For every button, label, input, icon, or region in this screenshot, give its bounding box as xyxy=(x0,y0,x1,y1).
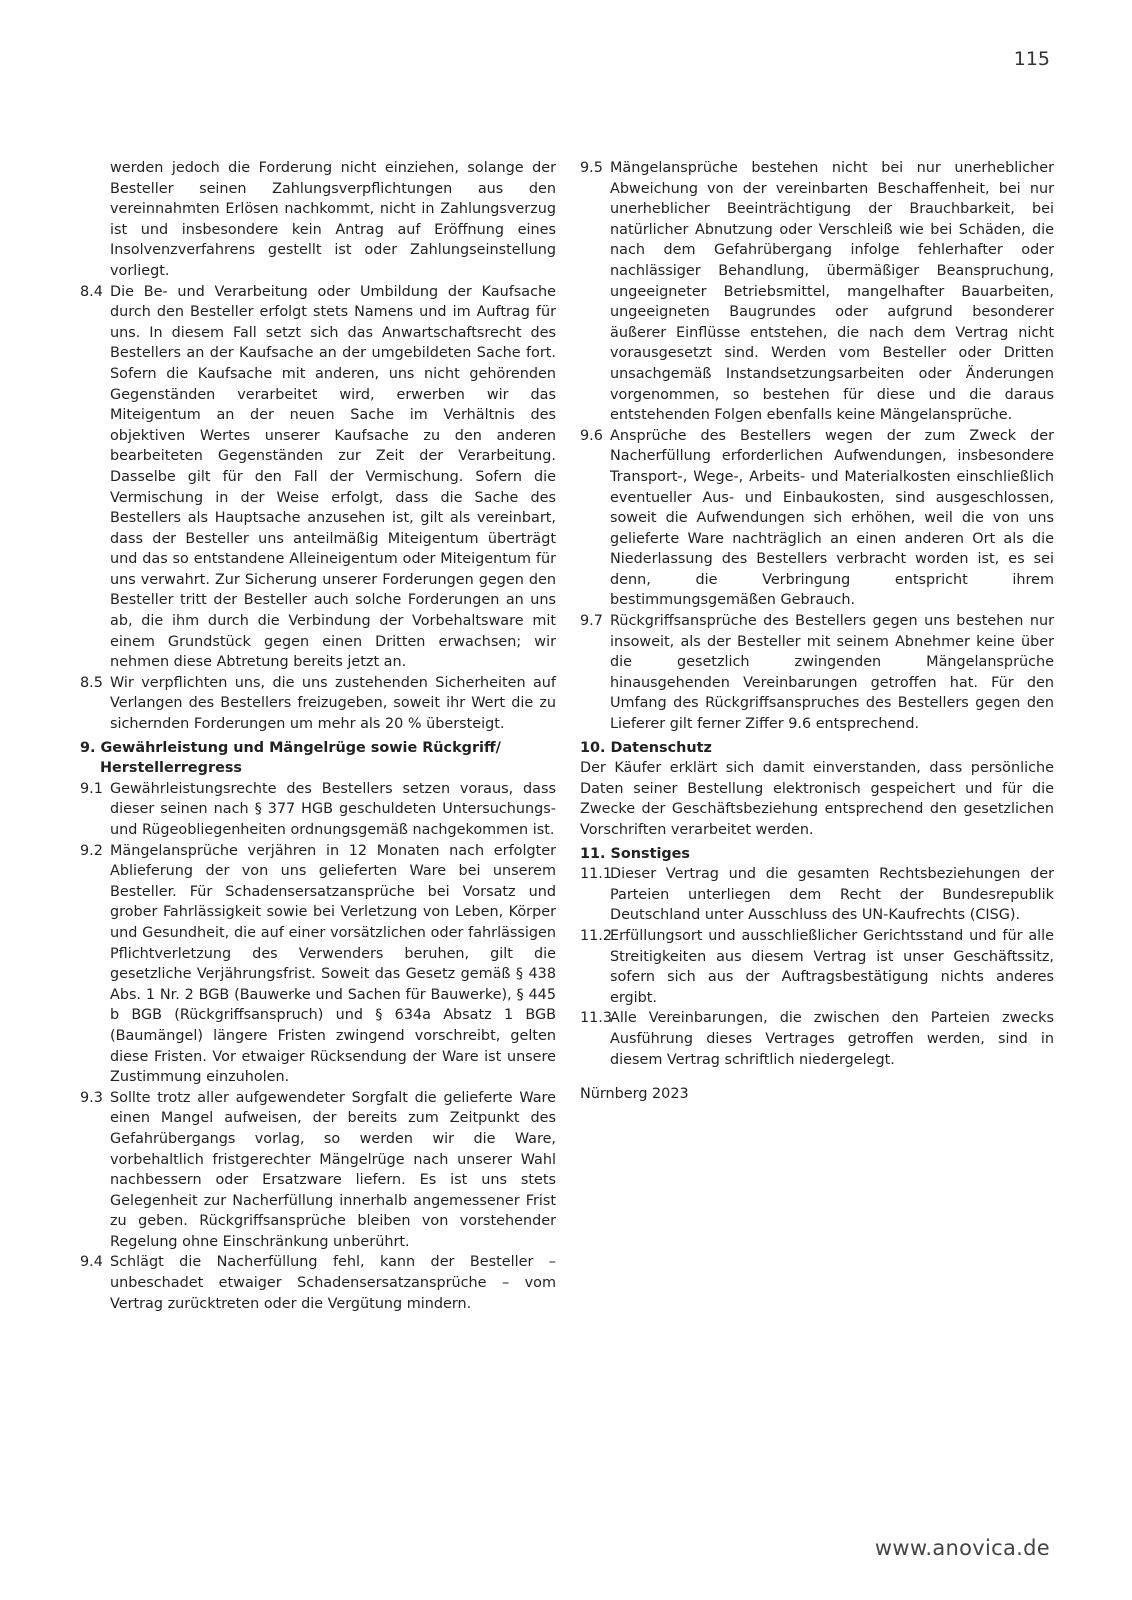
clause-9-6 xyxy=(580,426,1054,611)
clause-8-5 xyxy=(80,673,556,735)
clause-number: 9.7 xyxy=(580,613,603,630)
section-heading-10: 10. Datenschutz xyxy=(580,739,712,756)
footer-website: www.anovica.de xyxy=(874,1536,1050,1560)
clause-number: 8.5 xyxy=(80,674,103,691)
clause-text: Gewährleistungsrechte des Bestellers setzen voraus, dass dieser seinen nach § 377 HGB geschuldeten Untersuchungs- und Rügeobliegenheiten ordnungsgemäß nachgekommen ist. xyxy=(110,780,556,838)
clause-number: 11.3 xyxy=(580,1010,613,1027)
clause-text: Wir verpflichten uns, die uns zustehenden Sicherheiten auf Verlangen des Bestellers freizugeben, soweit ihr Wert die zu sichernden Forderungen um mehr als 20 % übersteigt. xyxy=(110,674,556,733)
clause-number: 9.1 xyxy=(80,780,103,797)
clause-11-1 xyxy=(580,864,1054,926)
clause-number: 8.4 xyxy=(80,283,103,300)
section-10-paragraph: Der Käufer erklärt sich damit einverstanden, dass persönliche Daten seiner Bestellung elektronisch gespeichert und für die Zwecke der Geschäftsbeziehung entsprechend den gesetzlichen Vorschriften verarbeitet werden. xyxy=(580,760,1054,838)
clause-number: 9.5 xyxy=(580,160,603,176)
clause-number: 11.2 xyxy=(580,927,613,944)
clause-text: Rückgriffsansprüche des Bestellers gegen uns bestehen nur insoweit, als der Besteller mit seinem Abnehmer keine über die gesetzlich zwingenden Mängelansprüche hinausgehenden Vereinbarungen getroffen hat. Für den Umfang des Rückgriffsanspruches des Bestellers gegen den Lieferer gilt ferner Ziffer 9.6 entsprechend. xyxy=(610,613,1054,733)
place-and-date: Nürnberg 2023 xyxy=(580,1086,689,1103)
clause-text: Mängelansprüche bestehen nicht bei nur unerheblicher Abweichung von der vereinbarten Beschaffenheit, bei nur unerheblicher Beeinträchtigung der Brauchbarkeit, bei natürlicher Abnutzung oder Verschleiß wie bei Schäden, die nach dem Gefahrübergang infolge fehlerhafter oder nachlässiger Behandlung, übermäßiger Beanspruchung, ungeeigneter Betriebsmittel, mangelhafter Bauarbeiten, ungeeigneten Baugrundes oder aufgrund besonderer äußerer Einflüsse entstehen, die nach dem Vertrag nicht vorausgesetzt sind. Werden vom Besteller oder Dritten unsachgemäß Instandsetzungsarbeiten oder Änderungen vorgenommen, so bestehen für diese und die daraus entstehenden Folgen ebenfalls keine Mängelansprüche. xyxy=(610,160,1054,424)
clause-9-2 xyxy=(80,841,556,1088)
left-column xyxy=(80,158,556,1314)
clause-8-4 xyxy=(80,282,556,673)
clause-8-3-continuation: werden jedoch die Forderung nicht einziehen, solange der Besteller seinen Zahlungsverpflichtungen aus den vereinnahmten Erlösen nachkommt, nicht in Zahlungsverzug ist und insbesondere kein Antrag auf Eröffnung eines Insolvenzverfahrens gestellt ist oder Zahlungseinstellung vorliegt. xyxy=(110,160,556,279)
clause-number: 9.2 xyxy=(80,842,103,859)
clause-number: 9.3 xyxy=(80,1089,103,1106)
clause-number: 9.6 xyxy=(580,427,603,444)
clause-9-1 xyxy=(80,779,556,841)
section-heading-11: 11. Sonstiges xyxy=(580,845,691,862)
spacer xyxy=(580,1070,1054,1084)
clause-text: Sollte trotz aller aufgewendeter Sorgfalt die gelieferte Ware einen Mangel aufweisen, der bereits zum Zeitpunkt des Gefahrübergangs vorlag, so werden wir die Ware, vorbehaltlich fristgerechter Mängelrüge nach unserer Wahl nachbessern oder Ersatzware liefern. Es ist uns stets Gelegenheit zur Nacherfüllung innerhalb angemessener Frist zu geben. Rückgriffsansprüche bleiben von vorstehender Regelung ohne Einschränkung unberührt. xyxy=(110,1089,556,1250)
clause-text: Die Be- und Verarbeitung oder Umbildung der Kaufsache durch den Besteller erfolgt stets Namens und im Auftrag für uns. In diesem Fall setzt sich das Anwartschaftsrecht des Bestellers an der Kaufsache an der umgebildeten Sache fort. Sofern die Kaufsache mit anderen, uns nicht gehörenden Gegenständen verarbeitet wird, erwerben wir das Miteigentum an der neuen Sache im Verhältnis des objektiven Wertes unserer Kaufsache zu den anderen bearbeiteten Gegenständen zur Zeit der Verarbeitung. Dasselbe gilt für den Fall der Vermischung. Sofern die Vermischung in der Weise erfolgt, dass die Sache des Bestellers als Hauptsache anzusehen ist, gilt als vereinbart, dass der Besteller uns anteilmäßig Miteigentum überträgt und das so entstandene Alleineigentum oder Miteigentum für uns verwahrt. Zur Sicherung unserer Forderungen gegen den Besteller tritt der Besteller auch solche Forderungen an uns ab, die ihm durch die Verbindung der Vorbehaltsware mit einem Grundstück gegen einen Dritten erwachsen; wir nehmen diese Abtretung bereits jetzt an. xyxy=(110,283,556,671)
clause-9-3 xyxy=(80,1088,556,1253)
clause-number: 11.1 xyxy=(580,866,613,883)
clause-text: Erfüllungsort und ausschließlicher Gerichtsstand und für alle Streitigkeiten aus diesem Vertrag ist unser Geschäftssitz, sofern sich aus der Auftragsbestätigung nichts anderes ergibt. xyxy=(610,927,1054,1006)
clause-text: Schlägt die Nacherfüllung fehl, kann der Besteller – unbeschadet etwaiger Schadensersatzansprüche – vom Vertrag zurücktreten oder die Vergütung mindern. xyxy=(110,1254,556,1312)
right-column xyxy=(580,158,1054,1105)
clause-text: Ansprüche des Bestellers wegen der zum Zweck der Nacherfüllung erforderlichen Aufwendungen, insbesondere Transport-, Wege-, Arbeits- und Materialkosten einschließlich eventueller Aus- und Einbaukosten, sind ausgeschlossen, soweit die Aufwendungen sich erhöhen, weil die von uns gelieferte Ware nachträglich an einen anderen Ort als die Niederlassung des Bestellers verbracht worden ist, es sei denn, die Verbringung entspricht ihrem bestimmungsgemäßen Gebrauch. xyxy=(610,427,1054,609)
page-number: 115 xyxy=(1013,48,1050,70)
clause-text: Mängelansprüche verjähren in 12 Monaten nach erfolgter Ablieferung der von uns gelieferten Ware bei unserem Besteller. Für Schadensersatzansprüche bei Vorsatz und grober Fahrlässigkeit sowie bei Verletzung von Leben, Körper und Gesundheit, die auf einer vorsätzlichen oder fahrlässigen Pflichtverletzung des Verwenders beruhen, gilt die gesetzliche Verjährungsfrist. Soweit das Gesetz gemäß § 438 Abs. 1 Nr. 2 BGB (Bauwerke und Sachen für Bauwerke), § 445 b BGB (Rückgriffsanspruch) und § 634a Absatz 1 BGB (Baumängel) längere Fristen zwingend vorschreibt, gelten diese Fristen. Vor etwaiger Rücksendung der Ware ist unsere Zustimmung einzuholen. xyxy=(110,842,556,1086)
clause-9-7 xyxy=(580,611,1054,735)
clause-9-5 xyxy=(580,158,1054,426)
clause-11-2 xyxy=(580,926,1054,1008)
clause-text: Alle Vereinbarungen, die zwischen den Parteien zwecks Ausführung dieses Vertrages getroffen werden, sind in diesem Vertrag schriftlich niedergelegt. xyxy=(610,1010,1054,1068)
clause-number: 9.4 xyxy=(80,1254,103,1271)
clause-9-4 xyxy=(80,1252,556,1314)
clause-11-3 xyxy=(580,1008,1054,1070)
clause-text: Dieser Vertrag und die gesamten Rechtsbeziehungen der Parteien unterliegen dem Recht der Bundesrepublik Deutschland unter Ausschluss des UN-Kaufrechts (CISG). xyxy=(610,866,1054,924)
section-heading-9: 9. Gewährleistung und Mängelrüge sowie Rückgriff/ Herstellerregress xyxy=(80,739,501,777)
